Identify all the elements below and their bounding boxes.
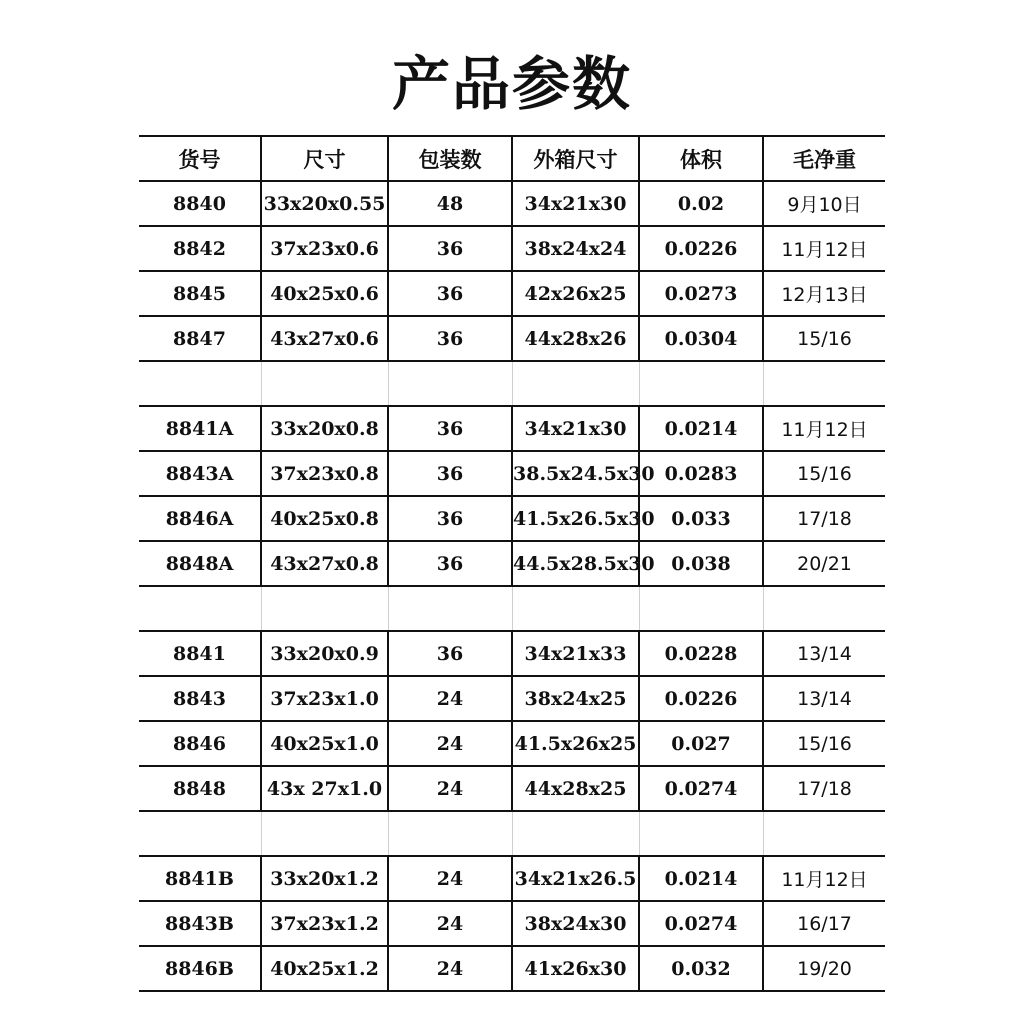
volume-cell: 0.027 (639, 721, 763, 766)
volume-cell: 0.0228 (639, 631, 763, 676)
weight-cell: 19/20 (763, 946, 885, 991)
header-pack-quantity: 包装数 (388, 136, 512, 181)
size-cell: 40x25x0.6 (261, 271, 388, 316)
spacer-cell (388, 811, 512, 856)
item-number-cell: 8843B (139, 901, 261, 946)
spacer-cell (763, 361, 885, 406)
pack-quantity-cell: 36 (388, 226, 512, 271)
item-number-cell: 8846B (139, 946, 261, 991)
table-row (139, 946, 885, 991)
pack-quantity-cell: 36 (388, 541, 512, 586)
carton-size-cell: 42x26x25 (512, 271, 639, 316)
weight-cell: 13/14 (763, 676, 885, 721)
table-row (139, 721, 885, 766)
item-number-cell: 8848A (139, 541, 261, 586)
carton-size-cell: 44x28x26 (512, 316, 639, 361)
pack-quantity-cell: 24 (388, 946, 512, 991)
carton-size-cell: 41.5x26.5x30 (512, 496, 639, 541)
item-number-cell: 8845 (139, 271, 261, 316)
item-number-cell: 8847 (139, 316, 261, 361)
table-row (139, 856, 885, 901)
product-spec-table (139, 135, 885, 992)
spacer-cell (639, 586, 763, 631)
table-row (139, 541, 885, 586)
spacer-cell (763, 811, 885, 856)
carton-size-cell: 34x21x30 (512, 181, 639, 226)
size-cell: 40x25x1.2 (261, 946, 388, 991)
carton-size-cell: 38.5x24.5x30 (512, 451, 639, 496)
header-size: 尺寸 (261, 136, 388, 181)
group-spacer-row (139, 811, 885, 856)
spacer-cell (388, 586, 512, 631)
size-cell: 43x 27x1.0 (261, 766, 388, 811)
weight-cell: 11月12日 (763, 856, 885, 901)
weight-cell: 20/21 (763, 541, 885, 586)
header-carton-size: 外箱尺寸 (512, 136, 639, 181)
spacer-cell (388, 361, 512, 406)
weight-cell: 15/16 (763, 721, 885, 766)
item-number-cell: 8841B (139, 856, 261, 901)
weight-cell: 15/16 (763, 451, 885, 496)
carton-size-cell: 44x28x25 (512, 766, 639, 811)
weight-cell: 9月10日 (763, 181, 885, 226)
carton-size-cell: 38x24x24 (512, 226, 639, 271)
volume-cell: 0.0273 (639, 271, 763, 316)
weight-cell: 12月13日 (763, 271, 885, 316)
weight-cell: 11月12日 (763, 406, 885, 451)
pack-quantity-cell: 36 (388, 406, 512, 451)
item-number-cell: 8842 (139, 226, 261, 271)
volume-cell: 0.0274 (639, 901, 763, 946)
group-spacer-row (139, 361, 885, 406)
header-volume: 体积 (639, 136, 763, 181)
table-row (139, 901, 885, 946)
page-title: 产品参数 (391, 50, 632, 118)
volume-cell: 0.0214 (639, 406, 763, 451)
weight-cell: 15/16 (763, 316, 885, 361)
carton-size-cell: 41x26x30 (512, 946, 639, 991)
table-row (139, 451, 885, 496)
carton-size-cell: 44.5x28.5x30 (512, 541, 639, 586)
spacer-cell (639, 811, 763, 856)
item-number-cell: 8841A (139, 406, 261, 451)
group-spacer-row (139, 586, 885, 631)
weight-cell: 17/18 (763, 766, 885, 811)
spacer-cell (512, 361, 639, 406)
table-row (139, 406, 885, 451)
size-cell: 37x23x0.8 (261, 451, 388, 496)
table-row (139, 631, 885, 676)
carton-size-cell: 34x21x26.5 (512, 856, 639, 901)
table-body (139, 181, 885, 991)
weight-cell: 17/18 (763, 496, 885, 541)
spacer-cell (139, 361, 261, 406)
volume-cell: 0.0283 (639, 451, 763, 496)
pack-quantity-cell: 36 (388, 271, 512, 316)
volume-cell: 0.0214 (639, 856, 763, 901)
spacer-cell (261, 811, 388, 856)
size-cell: 40x25x1.0 (261, 721, 388, 766)
pack-quantity-cell: 36 (388, 496, 512, 541)
weight-cell: 16/17 (763, 901, 885, 946)
size-cell: 37x23x1.2 (261, 901, 388, 946)
pack-quantity-cell: 24 (388, 901, 512, 946)
header-gross-net-weight: 毛净重 (763, 136, 885, 181)
pack-quantity-cell: 48 (388, 181, 512, 226)
spacer-cell (763, 586, 885, 631)
spacer-cell (261, 586, 388, 631)
carton-size-cell: 34x21x30 (512, 406, 639, 451)
size-cell: 43x27x0.6 (261, 316, 388, 361)
table-row (139, 226, 885, 271)
volume-cell: 0.032 (639, 946, 763, 991)
volume-cell: 0.02 (639, 181, 763, 226)
pack-quantity-cell: 24 (388, 676, 512, 721)
size-cell: 37x23x1.0 (261, 676, 388, 721)
item-number-cell: 8840 (139, 181, 261, 226)
carton-size-cell: 34x21x33 (512, 631, 639, 676)
pack-quantity-cell: 24 (388, 766, 512, 811)
table-row (139, 316, 885, 361)
volume-cell: 0.0304 (639, 316, 763, 361)
volume-cell: 0.033 (639, 496, 763, 541)
pack-quantity-cell: 24 (388, 856, 512, 901)
item-number-cell: 8843 (139, 676, 261, 721)
spacer-cell (139, 586, 261, 631)
size-cell: 33x20x0.8 (261, 406, 388, 451)
carton-size-cell: 41.5x26x25 (512, 721, 639, 766)
spacer-cell (261, 361, 388, 406)
spacer-cell (639, 361, 763, 406)
table-row (139, 766, 885, 811)
carton-size-cell: 38x24x30 (512, 901, 639, 946)
spacer-cell (139, 811, 261, 856)
header-item-number: 货号 (139, 136, 261, 181)
weight-cell: 13/14 (763, 631, 885, 676)
item-number-cell: 8848 (139, 766, 261, 811)
item-number-cell: 8846 (139, 721, 261, 766)
carton-size-cell: 38x24x25 (512, 676, 639, 721)
size-cell: 37x23x0.6 (261, 226, 388, 271)
table-row (139, 271, 885, 316)
pack-quantity-cell: 24 (388, 721, 512, 766)
pack-quantity-cell: 36 (388, 451, 512, 496)
size-cell: 33x20x0.9 (261, 631, 388, 676)
weight-cell: 11月12日 (763, 226, 885, 271)
size-cell: 33x20x0.55 (261, 181, 388, 226)
size-cell: 40x25x0.8 (261, 496, 388, 541)
volume-cell: 0.038 (639, 541, 763, 586)
size-cell: 33x20x1.2 (261, 856, 388, 901)
pack-quantity-cell: 36 (388, 631, 512, 676)
volume-cell: 0.0226 (639, 226, 763, 271)
pack-quantity-cell: 36 (388, 316, 512, 361)
table-row (139, 496, 885, 541)
volume-cell: 0.0226 (639, 676, 763, 721)
table-header-row (139, 136, 885, 181)
spacer-cell (512, 811, 639, 856)
volume-cell: 0.0274 (639, 766, 763, 811)
size-cell: 43x27x0.8 (261, 541, 388, 586)
item-number-cell: 8841 (139, 631, 261, 676)
item-number-cell: 8843A (139, 451, 261, 496)
table-row (139, 181, 885, 226)
spacer-cell (512, 586, 639, 631)
table-row (139, 676, 885, 721)
item-number-cell: 8846A (139, 496, 261, 541)
